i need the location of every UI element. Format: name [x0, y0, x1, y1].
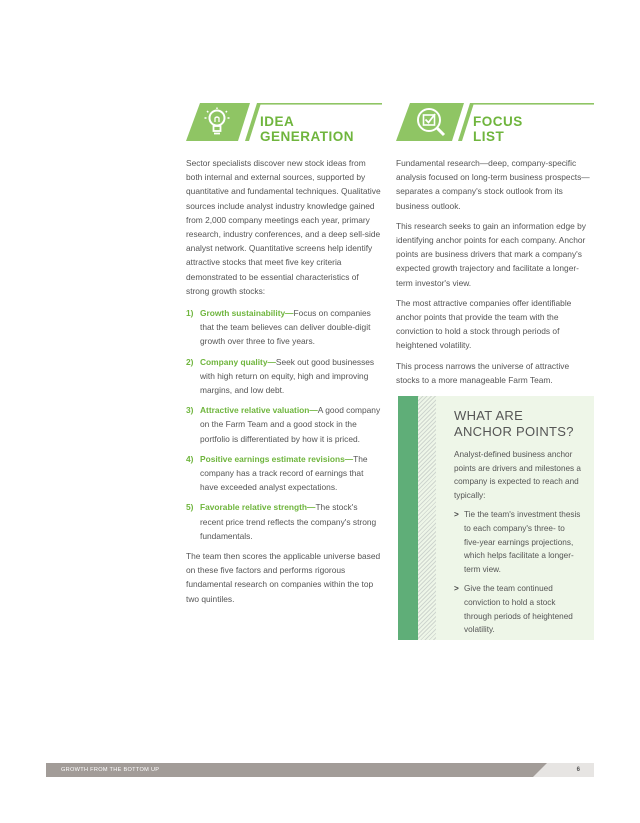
criteria-term: Positive earnings estimate revisions—: [200, 453, 354, 464]
focus-paragraph: This research seeks to gain an information edge by identifying anchor points for each company. Anchor points are business drivers that mark a company's expected growth trajectory and facilitate a longer-term investor's view.: [396, 220, 586, 288]
chevron-right-icon: >: [454, 510, 459, 520]
title-line: WHAT ARE: [454, 408, 524, 423]
checkbox-magnifier-icon: [416, 107, 446, 137]
criteria-text: Seek out good businesses with high return on equity, high and improving margins, and low debt.: [200, 356, 375, 396]
focus-list-header: [396, 100, 592, 146]
focus-paragraph: The most attractive companies offer identifiable anchor points that provide the team with the conviction to hold a stock through periods of heightened volatility.: [396, 297, 572, 351]
criteria-term: Company quality—: [200, 356, 276, 367]
callout-hatch: [418, 396, 436, 640]
title-line: FOCUS: [473, 114, 523, 129]
callout-stripe: [398, 396, 418, 640]
page-number: 6: [576, 767, 580, 773]
bullet-text: Give the team continued conviction to hold a stock through periods of heightened volatility.: [464, 584, 573, 635]
section-title: [473, 114, 523, 144]
list-number: 2): [186, 356, 194, 367]
criteria-term: Favorable relative strength—: [200, 502, 316, 513]
list-item: [186, 500, 382, 543]
callout-bullet-list: [454, 508, 582, 636]
page-footer: [46, 763, 594, 777]
criteria-term: Growth sustainability—: [200, 308, 294, 319]
footer-label: GROWTH FROM THE BOTTOM UP: [61, 767, 160, 773]
criteria-text: Focus on companies that the team believes can deliver double-digit growth over three to five years.: [200, 308, 371, 347]
lightbulb-icon: [204, 107, 230, 137]
title-line: IDEA: [260, 114, 295, 129]
title-line: ANCHOR POINTS?: [454, 424, 574, 439]
callout-intro: Analyst-defined business anchor points are drivers and milestones a company is expected to reach and typically:: [454, 450, 581, 500]
focus-paragraph: Fundamental research—deep, company-specific analysis focused on long-term business prospects—separates a company's stock outlook from its business outlook.: [396, 158, 590, 211]
criteria-term: Attractive relative valuation—: [200, 405, 318, 416]
list-number: 4): [186, 453, 194, 464]
list-item: [454, 582, 582, 636]
idea-closing-paragraph: The team then scores the applicable universe based on these five factors and performs rigorous fundamental research on companies within the top two quintiles.: [186, 551, 381, 604]
anchor-points-callout: [398, 396, 594, 640]
list-number: 5): [186, 502, 194, 513]
focus-list-section: [396, 100, 592, 387]
criteria-text: The stock's recent price trend reflects the company's strong fundamentals.: [200, 502, 377, 541]
list-item: [186, 403, 382, 446]
list-item: [186, 452, 382, 495]
title-line: GENERATION: [260, 129, 355, 144]
criteria-text: The company has a track record of earnings that have exceeded analyst expectations.: [200, 453, 368, 493]
list-item: [186, 306, 382, 349]
list-item: [454, 508, 582, 576]
callout-content: [454, 408, 582, 643]
section-title: [260, 114, 354, 144]
idea-intro-paragraph: Sector specialists discover new stock ideas from both internal and external sources, supported by quantitative and fundamental techniques. Qualitative sources include analyst industry knowledge gained from 2,000 company meetings each year, primary research, industry conferences, and a deep sell-side analyst network. Quantitative screens help identify attractive stocks that meet five key criteria demonstrated to be essential characteristics of strong growth stocks:: [186, 158, 381, 296]
list-number: 1): [186, 308, 194, 319]
chevron-right-icon: >: [454, 584, 459, 594]
criteria-text: A good company on the Farm Team and a good stock in the portfolio is differentiated by how it is priced.: [200, 405, 381, 444]
focus-paragraph: This process narrows the universe of attractive stocks to a more manageable Farm Team.: [396, 360, 570, 385]
bullet-text: Tie the team's investment thesis to each company's three- to five-year earnings projections, which helps facilitate a longer-term view.: [464, 510, 581, 574]
callout-title: [454, 408, 582, 440]
list-number: 3): [186, 405, 194, 416]
idea-generation-section: [186, 100, 382, 606]
list-item: [186, 355, 382, 398]
criteria-list: [186, 306, 382, 543]
idea-generation-header: [186, 100, 382, 146]
title-line: LIST: [473, 129, 505, 144]
